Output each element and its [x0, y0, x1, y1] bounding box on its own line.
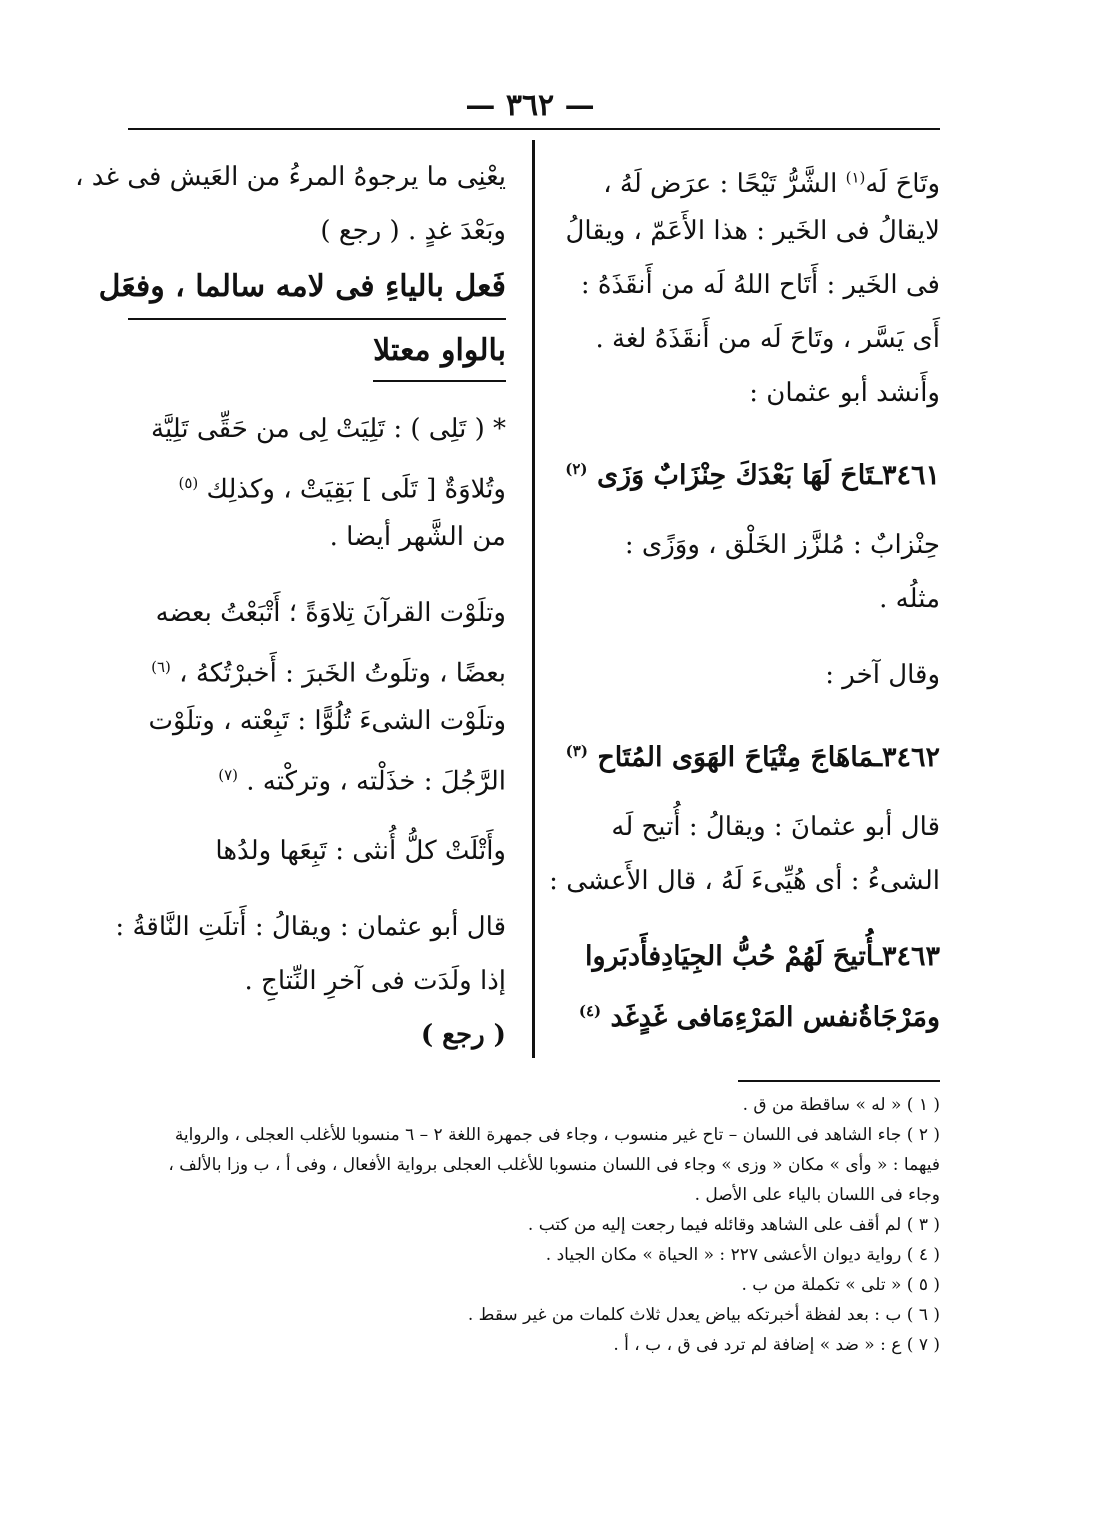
text-line: وأَنشد أبو عثمان :	[749, 378, 940, 408]
text-line: * ( تَلِى ) : تَلِيَتْ لِى من حَقِّى تَلِيَّة	[151, 414, 506, 444]
text-line: فى الخَير : أَتَاح اللهُ لَه من أَنقَذَهُ :	[580, 270, 940, 300]
text-line: قال أبو عثمانَ : ويقالُ : أُتيح لَه	[611, 812, 940, 842]
footnote: فيهما : « وأى » مكان « وزى » وجاء فى اللسان منسوبا للأغلب العجلى برواية الأفعال ، وفى أ ، ب وزا بالألف ،	[168, 1155, 940, 1175]
right-column	[548, 150, 940, 1038]
verse-3462: ٣٤٦٢ـمَاهَاجَ مِتْيَاحَ الهَوَى المُتَاح $^{(٣)}$	[565, 742, 940, 773]
footnote: ( ٦ ) ب : بعد لفظة أخبرتكه بياض يعدل ثلاث كلمات من غير سقط .	[467, 1305, 940, 1325]
verse-3463-second-half: ومَرْجَاةُنفس المَرْءِمَافى غَدٍغَد $^{(٤)}$	[578, 1002, 940, 1033]
footnote-rule	[738, 1080, 940, 1082]
footnote: ( ٤ ) رواية ديوان الأعشى ٢٢٧ : « الحياة » مكان الجياد .	[545, 1245, 940, 1265]
footnote: ( ٥ ) « تلى » تكملة من ب .	[741, 1275, 940, 1295]
text-line: يعْنِى ما يرجوهُ المرءُ من العَيش فى غد ،	[75, 162, 506, 192]
footnote-mark: (٤)	[578, 1002, 602, 1020]
text-line: وتلَوْت الشىءَ تُلُوًّا : تَبِعْته ، وتلَوْت	[148, 706, 506, 736]
header-rule	[128, 128, 940, 130]
text-line: قال أبو عثمان : ويقالُ : أَتلَتِ النَّاقةُ :	[115, 912, 506, 942]
text-line: من الشَّهر أيضا .	[329, 522, 506, 552]
text-line: وأَتْلَتْ كلُّ أُنثى : تَبِعَها ولدُها	[215, 836, 506, 866]
return-marker: ( رجع )	[420, 1020, 506, 1050]
footnote-mark: (٦)	[151, 658, 171, 676]
text-line: أَى يَسَّر ، وتَاحَ لَه من أَنقَذَهُ لغة .	[595, 324, 940, 354]
text-line: الشىءُ : أى هُيِّىءَ لَهُ ، قال الأَعشى :	[549, 866, 940, 896]
section-heading: فَعل بالياءِ فى لامه سالما ، وفعَل	[98, 269, 506, 304]
footnote-mark: (٣)	[565, 742, 588, 760]
section-heading-continued: بالواو معتلا	[128, 322, 506, 380]
verse-3463: ٣٤٦٣ـأُتيحَ لَهُمْ حُبُّ الجِيَادِفأَدبَروا	[585, 941, 940, 972]
footnote: ( ٧ ) ع : « ضد » إضافة لم ترد فى ق ، ب ، أ .	[613, 1335, 940, 1355]
footnote: ( ١ ) « له » ساقطة من ق .	[742, 1095, 940, 1115]
footnote-mark: (٧)	[218, 766, 238, 784]
page-number: — ٣٦٢ —	[465, 88, 595, 123]
footnote-mark: (١)	[845, 168, 866, 186]
footnote-mark: (٢)	[565, 460, 588, 478]
verse-3461: ٣٤٦١ـتَاحَ لَهَا بَعْدَكَ حِنْزَابٌ وَزَى $^{(٢)}$	[565, 460, 940, 491]
text-line: بعضًا ، وتلَوتُ الخَبرَ : أَخبرْتُكهُ ، $^{(٦)}$	[151, 658, 506, 689]
heading-rule	[128, 318, 506, 320]
text-line: وتَاحَ لَه$^{(١)}$ الشَّرُّ تَيْحًا : عرَض لَهُ ،	[603, 168, 940, 199]
footnote: وجاء فى اللسان بالياء على الأصل .	[694, 1185, 940, 1205]
footnotes	[128, 1090, 940, 1360]
text-line: وتُلاوَةٌ [ تَلَى ] بَقِيَتْ ، وكذلِك $^{(٥)}$	[178, 474, 506, 505]
footnote-mark: (٥)	[178, 474, 199, 492]
text-line: إذا ولَدَت فى آخرِ النِّتاجِ .	[244, 966, 506, 996]
text-line: الرَّجُلَ : خذَلْته ، وتركْته . $^{(٧)}$	[218, 766, 506, 797]
footnote: ( ٢ ) جاء الشاهد فى اللسان – تاح غير منسوب ، وجاء فى جمهرة اللغة ٢ – ٦ منسوبا للأغلب العجلى ، والرواية	[174, 1125, 940, 1145]
text-line: لايقالُ فى الخَير : هذا الأَعَمّ ، ويقالُ	[565, 216, 940, 246]
text-line: وبَعْدَ غدٍ . ( رجع )	[320, 216, 506, 246]
text-line: مثلُه .	[879, 584, 940, 614]
column-divider	[532, 140, 535, 1058]
text-line: وقال آخر :	[825, 660, 940, 690]
text-line: حِنْزابٌ : مُلزَّز الخَلْق ، ووَزًى :	[624, 530, 940, 560]
text-line: وتلَوْت القرآنَ تِلاوَةً ؛ أَتْبَعْتُ بعضه	[155, 598, 506, 628]
left-column	[75, 150, 506, 1062]
footnote: ( ٣ ) لم أقف على الشاهد وقائله فيما رجعت إليه من كتب .	[527, 1215, 940, 1235]
